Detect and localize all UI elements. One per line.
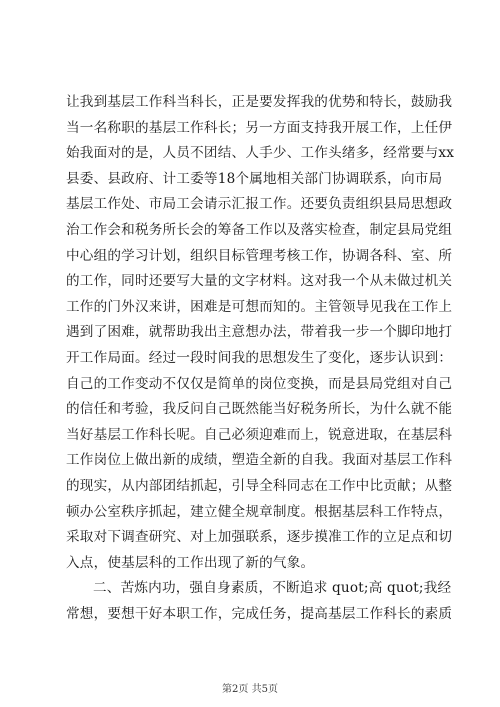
text-line: 自己的工作变动不仅仅是简单的岗位变换，而是县局党组对自己 bbox=[66, 375, 453, 392]
text-line: 工作的门外汉来讲，困难是可想而知的。主管领导见我在工作上 bbox=[66, 298, 453, 315]
text-line: 县委、县政府、计工委等18个属地相关部门协调联系，向市局 bbox=[66, 170, 443, 187]
body-text bbox=[66, 90, 455, 627]
text-line: 的现实，从内部团结抓起，引导全科同志在工作中比贡献；从整 bbox=[66, 477, 453, 494]
text-line: 遇到了困难，就帮助我出主意想办法，带着我一步一个脚印地打 bbox=[66, 324, 453, 341]
text-line: 始我面对的是，人员不团结、人手少、工作头绪多，经常要与xx bbox=[66, 145, 455, 162]
text-line: 当好基层工作科长呢。自己必须迎难而上，锐意进取，在基层科 bbox=[66, 426, 453, 443]
text-line: 的信任和考验，我反问自己既然能当好税务所长，为什么就不能 bbox=[66, 401, 453, 418]
text-line: 让我到基层工作科当科长，正是要发挥我的优势和特长，鼓励我 bbox=[66, 94, 453, 110]
text-line: 的工作，同时还要写大量的文字材料。这对我一个从未做过机关 bbox=[66, 273, 453, 290]
text-line: 治工作会和税务所长会的筹备工作以及落实检查，制定县局党组 bbox=[66, 221, 453, 238]
text-line: 入点，使基层科的工作出现了新的气象。 bbox=[66, 554, 315, 571]
text-line: 基层工作处、市局工会请示汇报工作。还要负责组织县局思想政 bbox=[66, 196, 453, 213]
text-line: 常想，要想干好本职工作，完成任务，提高基层工作科长的素质 bbox=[66, 605, 453, 622]
text-line: 顿办公室秩序抓起，建立健全规章制度。根据基层科工作特点， bbox=[66, 503, 453, 520]
page-number-footer: 第2页 共5页 bbox=[222, 684, 278, 695]
text-line: 当一名称职的基层工作科长；另一方面支持我开展工作，上任伊 bbox=[66, 119, 453, 136]
section-heading-line: 二、苦炼内功，强自身素质，不断追求 quot;高 quot;我经 bbox=[93, 580, 452, 597]
text-line: 工作岗位上做出新的成绩，塑造全新的自我。我面对基层工作科 bbox=[66, 452, 453, 469]
text-line: 开工作局面。经过一段时间我的思想发生了变化，逐步认识到： bbox=[66, 349, 453, 366]
text-line: 采取对下调查研究、对上加强联系，逐步摸准工作的立足点和切 bbox=[66, 529, 453, 546]
text-line: 中心组的学习计划，组织目标管理考核工作，协调各科、室、所 bbox=[66, 247, 453, 264]
